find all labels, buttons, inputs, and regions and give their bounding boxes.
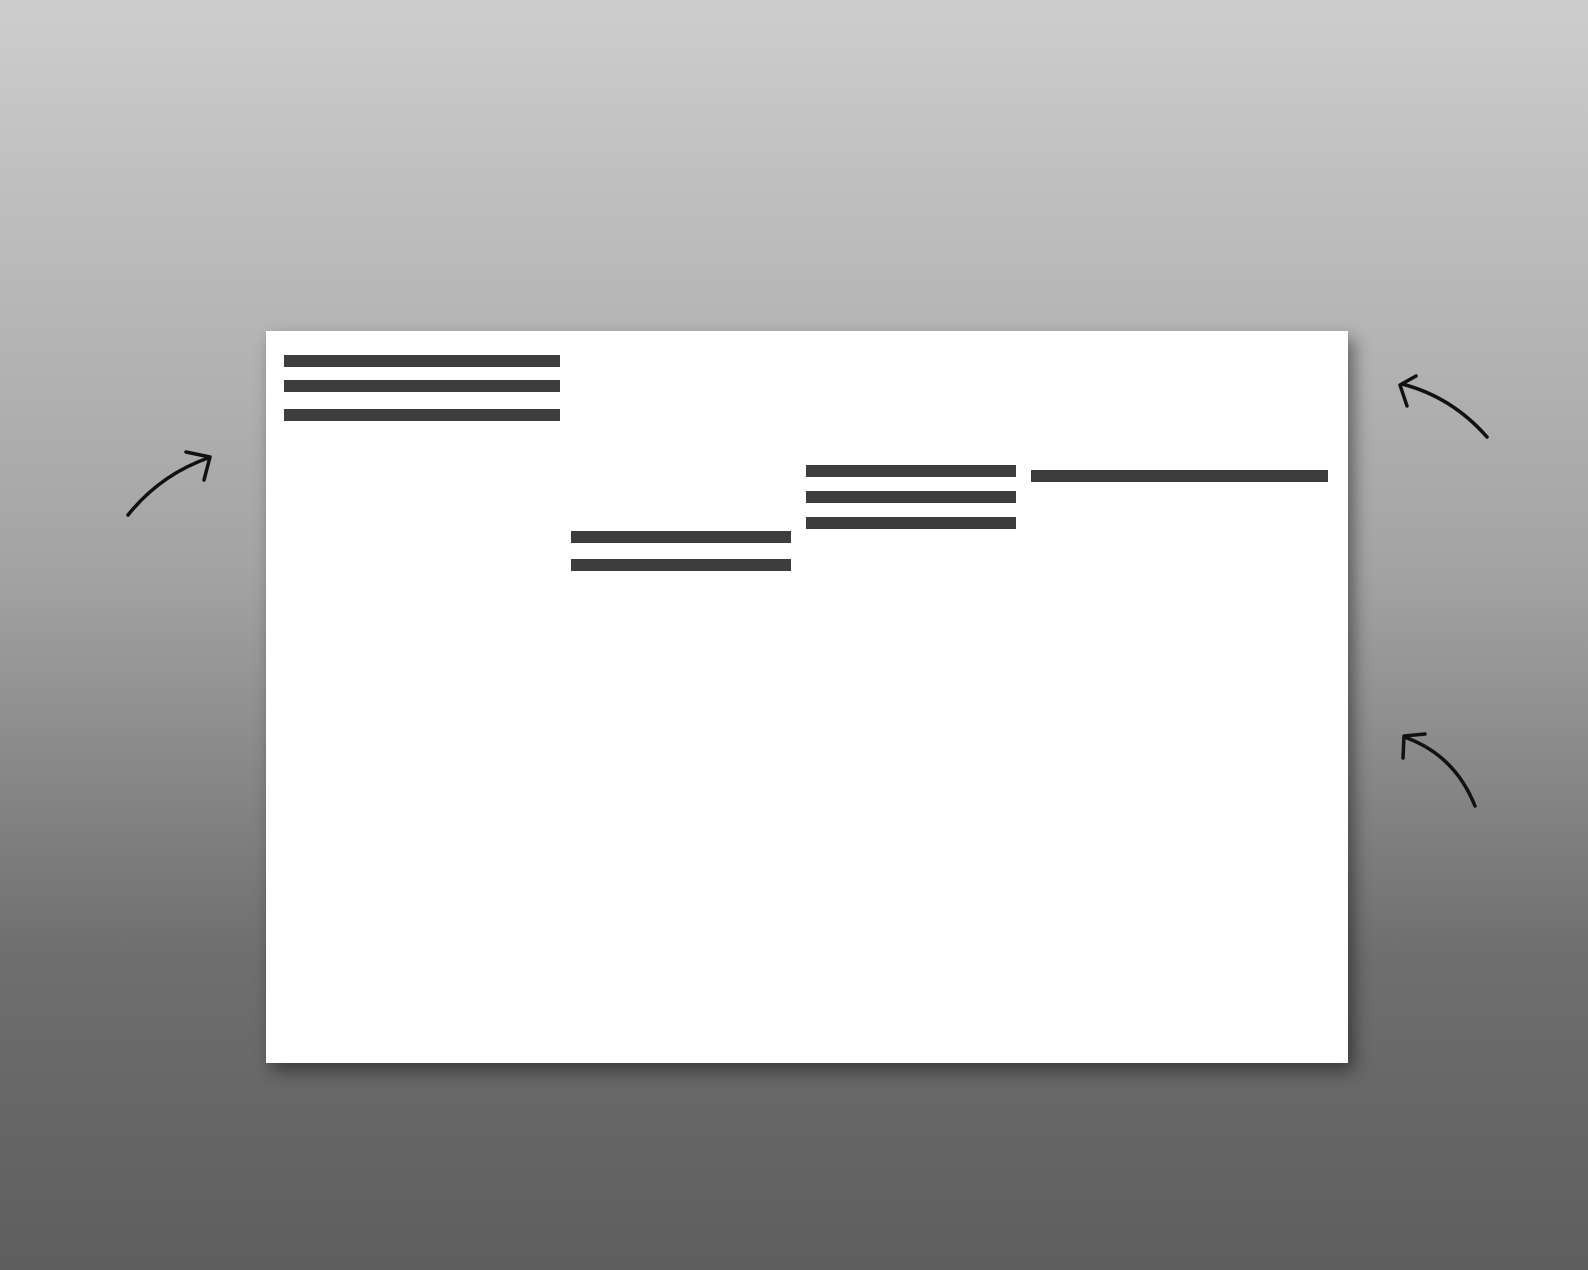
savings-summary-table xyxy=(806,491,1016,503)
debt-summary-table xyxy=(571,559,791,571)
table-header xyxy=(571,559,791,571)
summary-table xyxy=(806,465,1016,477)
income-expense-donut-area xyxy=(571,350,791,478)
arrow-icon-right-bottom xyxy=(1395,726,1485,811)
income-expense-donut xyxy=(571,350,791,478)
column-tracker xyxy=(1031,331,1328,482)
net-balance xyxy=(571,478,791,522)
expense-summary-table xyxy=(571,531,791,543)
arrow-icon-left-top xyxy=(120,440,220,520)
bill-summary-table xyxy=(284,409,560,421)
table-header xyxy=(284,380,560,392)
table-header xyxy=(806,517,1016,529)
table-header xyxy=(806,491,1016,503)
expense-tracker-table xyxy=(1031,470,1328,482)
table-header xyxy=(1031,470,1328,482)
column-summary xyxy=(806,331,1016,529)
spending-donut-area xyxy=(806,350,1016,465)
table-header xyxy=(284,409,560,421)
column-expense xyxy=(571,331,791,571)
table-header xyxy=(284,355,560,367)
investment-summary-table xyxy=(806,517,1016,529)
actual-vs-budget-chart xyxy=(1031,350,1328,465)
table-header xyxy=(806,465,1016,477)
income-summary-table xyxy=(284,380,560,392)
column-income xyxy=(284,331,560,421)
spending-breakdown-donut xyxy=(806,350,1016,465)
income-vs-expense-table xyxy=(284,355,560,367)
dashboard-sheet xyxy=(266,331,1348,1063)
arrow-icon-right-top xyxy=(1392,372,1492,442)
table-header xyxy=(571,531,791,543)
